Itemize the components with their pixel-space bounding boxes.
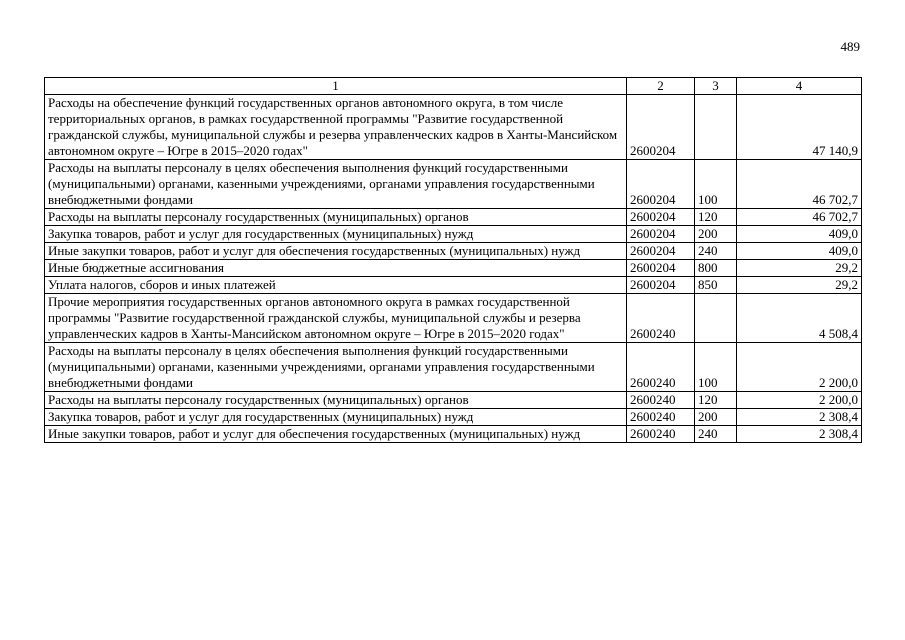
row-description: Иные закупки товаров, работ и услуг для обеспечения государственных (муниципальных) нужд: [45, 426, 627, 443]
row-target-code: 2600204: [627, 209, 695, 226]
row-amount: 4 508,4: [737, 294, 862, 343]
row-description: Расходы на выплаты персоналу государственных (муниципальных) органов: [45, 209, 627, 226]
table-row: [45, 160, 862, 209]
table-row: [45, 426, 862, 443]
budget-table: [44, 77, 862, 443]
row-description: Иные бюджетные ассигнования: [45, 260, 627, 277]
row-description: Уплата налогов, сборов и иных платежей: [45, 277, 627, 294]
table-row: [45, 226, 862, 243]
column-header-2: 2: [627, 78, 695, 95]
row-amount: 2 308,4: [737, 409, 862, 426]
column-header-1: 1: [45, 78, 627, 95]
row-description: Расходы на выплаты персоналу государственных (муниципальных) органов: [45, 392, 627, 409]
row-description: Закупка товаров, работ и услуг для государственных (муниципальных) нужд: [45, 409, 627, 426]
table-row: [45, 409, 862, 426]
row-expense-type: 200: [695, 226, 737, 243]
row-description: Иные закупки товаров, работ и услуг для обеспечения государственных (муниципальных) нужд: [45, 243, 627, 260]
table-row: [45, 243, 862, 260]
table-header-row: [45, 78, 862, 95]
table-row: [45, 392, 862, 409]
page-number: 489: [840, 39, 860, 54]
row-target-code: 2600204: [627, 95, 695, 160]
table-row: [45, 260, 862, 277]
row-amount: 409,0: [737, 243, 862, 260]
row-amount: 29,2: [737, 277, 862, 294]
row-expense-type: 100: [695, 160, 737, 209]
row-expense-type: [695, 294, 737, 343]
row-amount: 2 308,4: [737, 426, 862, 443]
row-expense-type: 120: [695, 209, 737, 226]
row-amount: 409,0: [737, 226, 862, 243]
row-target-code: 2600240: [627, 392, 695, 409]
row-expense-type: 120: [695, 392, 737, 409]
table-row: [45, 209, 862, 226]
row-target-code: 2600240: [627, 426, 695, 443]
table-row: [45, 294, 862, 343]
row-target-code: 2600204: [627, 226, 695, 243]
column-header-4: 4: [737, 78, 862, 95]
table-row: [45, 343, 862, 392]
row-target-code: 2600204: [627, 260, 695, 277]
row-amount: 29,2: [737, 260, 862, 277]
row-expense-type: 200: [695, 409, 737, 426]
row-target-code: 2600204: [627, 277, 695, 294]
row-amount: 2 200,0: [737, 343, 862, 392]
row-expense-type: [695, 95, 737, 160]
row-expense-type: 800: [695, 260, 737, 277]
table-row: [45, 95, 862, 160]
row-amount: 46 702,7: [737, 160, 862, 209]
row-description: Расходы на выплаты персоналу в целях обеспечения выполнения функций государственными (муниципальными) органами, казенными учреждениями, органами управления государственными внебюджетными фондами: [45, 160, 627, 209]
column-header-3: 3: [695, 78, 737, 95]
row-target-code: 2600240: [627, 294, 695, 343]
row-target-code: 2600204: [627, 243, 695, 260]
row-target-code: 2600204: [627, 160, 695, 209]
row-amount: 2 200,0: [737, 392, 862, 409]
row-description: Прочие мероприятия государственных органов автономного округа в рамках государственной программы "Развитие государственной гражданской службы, муниципальной службы и резерва управленческих кадров в Ханты-Мансийском автономном округе – Югре в 2015–2020 годах": [45, 294, 627, 343]
row-expense-type: 100: [695, 343, 737, 392]
row-expense-type: 240: [695, 426, 737, 443]
row-target-code: 2600240: [627, 409, 695, 426]
row-target-code: 2600240: [627, 343, 695, 392]
row-description: Расходы на выплаты персоналу в целях обеспечения выполнения функций государственными (муниципальными) органами, казенными учреждениями, органами управления государственными внебюджетными фондами: [45, 343, 627, 392]
row-amount: 47 140,9: [737, 95, 862, 160]
row-description: Закупка товаров, работ и услуг для государственных (муниципальных) нужд: [45, 226, 627, 243]
table-row: [45, 277, 862, 294]
row-description: Расходы на обеспечение функций государственных органов автономного округа, в том числе территориальных органов, в рамках государственной программы "Развитие государственной гражданской службы, муниципальной службы и резерва управленческих кадров в Ханты-Мансийском автономном округе – Югре в 2015–2020 годах": [45, 95, 627, 160]
row-expense-type: 850: [695, 277, 737, 294]
row-amount: 46 702,7: [737, 209, 862, 226]
row-expense-type: 240: [695, 243, 737, 260]
